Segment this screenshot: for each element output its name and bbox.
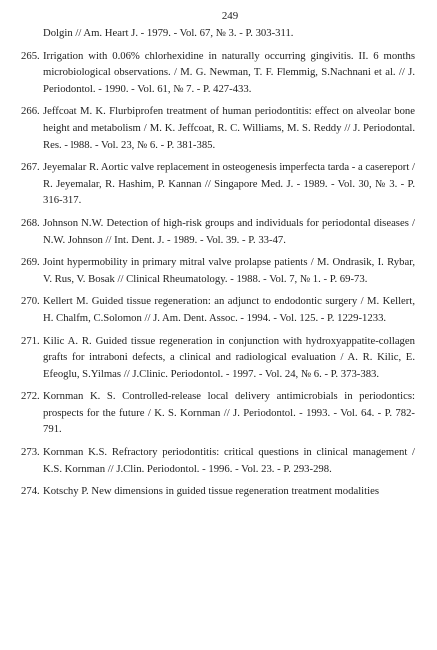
reference-number: 269. — [21, 256, 40, 269]
reference-text: Jeyemalar R. Aortic valve replacement in osteogenesis imperfecta tarda - a casereport / R. Jeyemalar, R. Hashim, P. Kannan // Singapore Med. J. - 1989. - Vol. 30, № 3. - P. 316-317. — [43, 161, 415, 207]
reference-number: 273. — [21, 446, 40, 459]
reference-text: Irrigation with 0.06% chlorhexidine in naturally occurring gingivitis. II. 6 months microbiological observations. / M. G. Newman, T. F. Flemmig, S.Nachnani et al. // J. Periodontol. - 1990. - Vol. 61, № 7. - P. 427-433. — [43, 49, 415, 95]
reference-item — [21, 48, 415, 98]
reference-number: 268. — [21, 216, 40, 229]
reference-text: Joint hypermobility in primary mitral valve prolapse patients / M. Ondrasik, I. Rybar, V. Rus, V. Bosak // Clinical Rheumatology. - 1988. - Vol. 7, № 1. - P. 69-73. — [43, 256, 415, 285]
reference-text: Kellert M. Guided tissue regeneration: an adjunct to endodontic surgery / M. Kellert, H. Chalfm, C.Solomon // J. Am. Dent. Assoc. - 1994. - Vol. 125. - P. 1229-1233. — [43, 295, 415, 324]
reference-item — [21, 215, 415, 248]
reference-text: Jeffcoat M. K. Flurbiprofen treatment of human periodontitis: effect on alveolar bone height and metabolism / M. K. Jeffcoat, R. C. Williams, M. S. Reddy // J. Periodontal. Res. - l988. - Vol. 23, № 6. - P. 381-385. — [43, 105, 415, 151]
reference-text: Kilic A. R. Guided tissue regeneration in conjunction with hydroxyappatite-collagen grafts for intraboni defects, a clinical and radiological evaluation / A. R. Kilic, E. Efeoglu, S.Yilmas // J.Clinic. Periodontol. - 1997. - Vol. 24, № 6. - P. 373-383. — [43, 334, 415, 380]
reference-item — [21, 159, 415, 209]
reference-item — [21, 103, 415, 153]
reference-text: Johnson N.W. Detection of high-risk groups and individuals for periodontal diseases / N.W. Johnson // Int. Dent. J. - 1989. - Vol. 39. - P. 33-47. — [43, 216, 415, 246]
reference-number: 271. — [21, 334, 40, 347]
reference-item — [21, 483, 415, 500]
reference-number: 267. — [21, 161, 40, 174]
reference-item — [21, 254, 415, 287]
reference-text: Kornman K.S. Refractory periodontitis: critical questions in clinical management / K.S. Kornman // J.Clin. Periodontol. - 1996. - Vol. 23. - P. 293-298. — [43, 446, 415, 475]
reference-item — [21, 388, 415, 438]
reference-number: 270. — [21, 295, 40, 308]
page-number: 249 — [221, 10, 239, 22]
reference-text: Kotschy P. New dimensions in guided tissue regeneration treatment modalities — [43, 485, 379, 498]
reference-item — [21, 333, 415, 383]
reference-number: 274. — [21, 485, 40, 498]
reference-number: 272. — [21, 390, 40, 403]
reference-item — [21, 444, 415, 477]
reference-continuation: Dolgin // Am. Heart J. - 1979. - Vol. 67, № 3. - P. 303-311. — [43, 27, 294, 39]
reference-item — [21, 293, 415, 326]
reference-list — [21, 48, 415, 500]
reference-number: 265. — [21, 49, 40, 62]
reference-text: Kornman K. S. Controlled-release local delivery antimicrobials in periodontics: prospects for the future / K. S. Kornman // J. Periodontol. - 1993. - Vol. 64. - P. 782-791. — [43, 390, 415, 436]
reference-number: 266. — [21, 105, 40, 118]
